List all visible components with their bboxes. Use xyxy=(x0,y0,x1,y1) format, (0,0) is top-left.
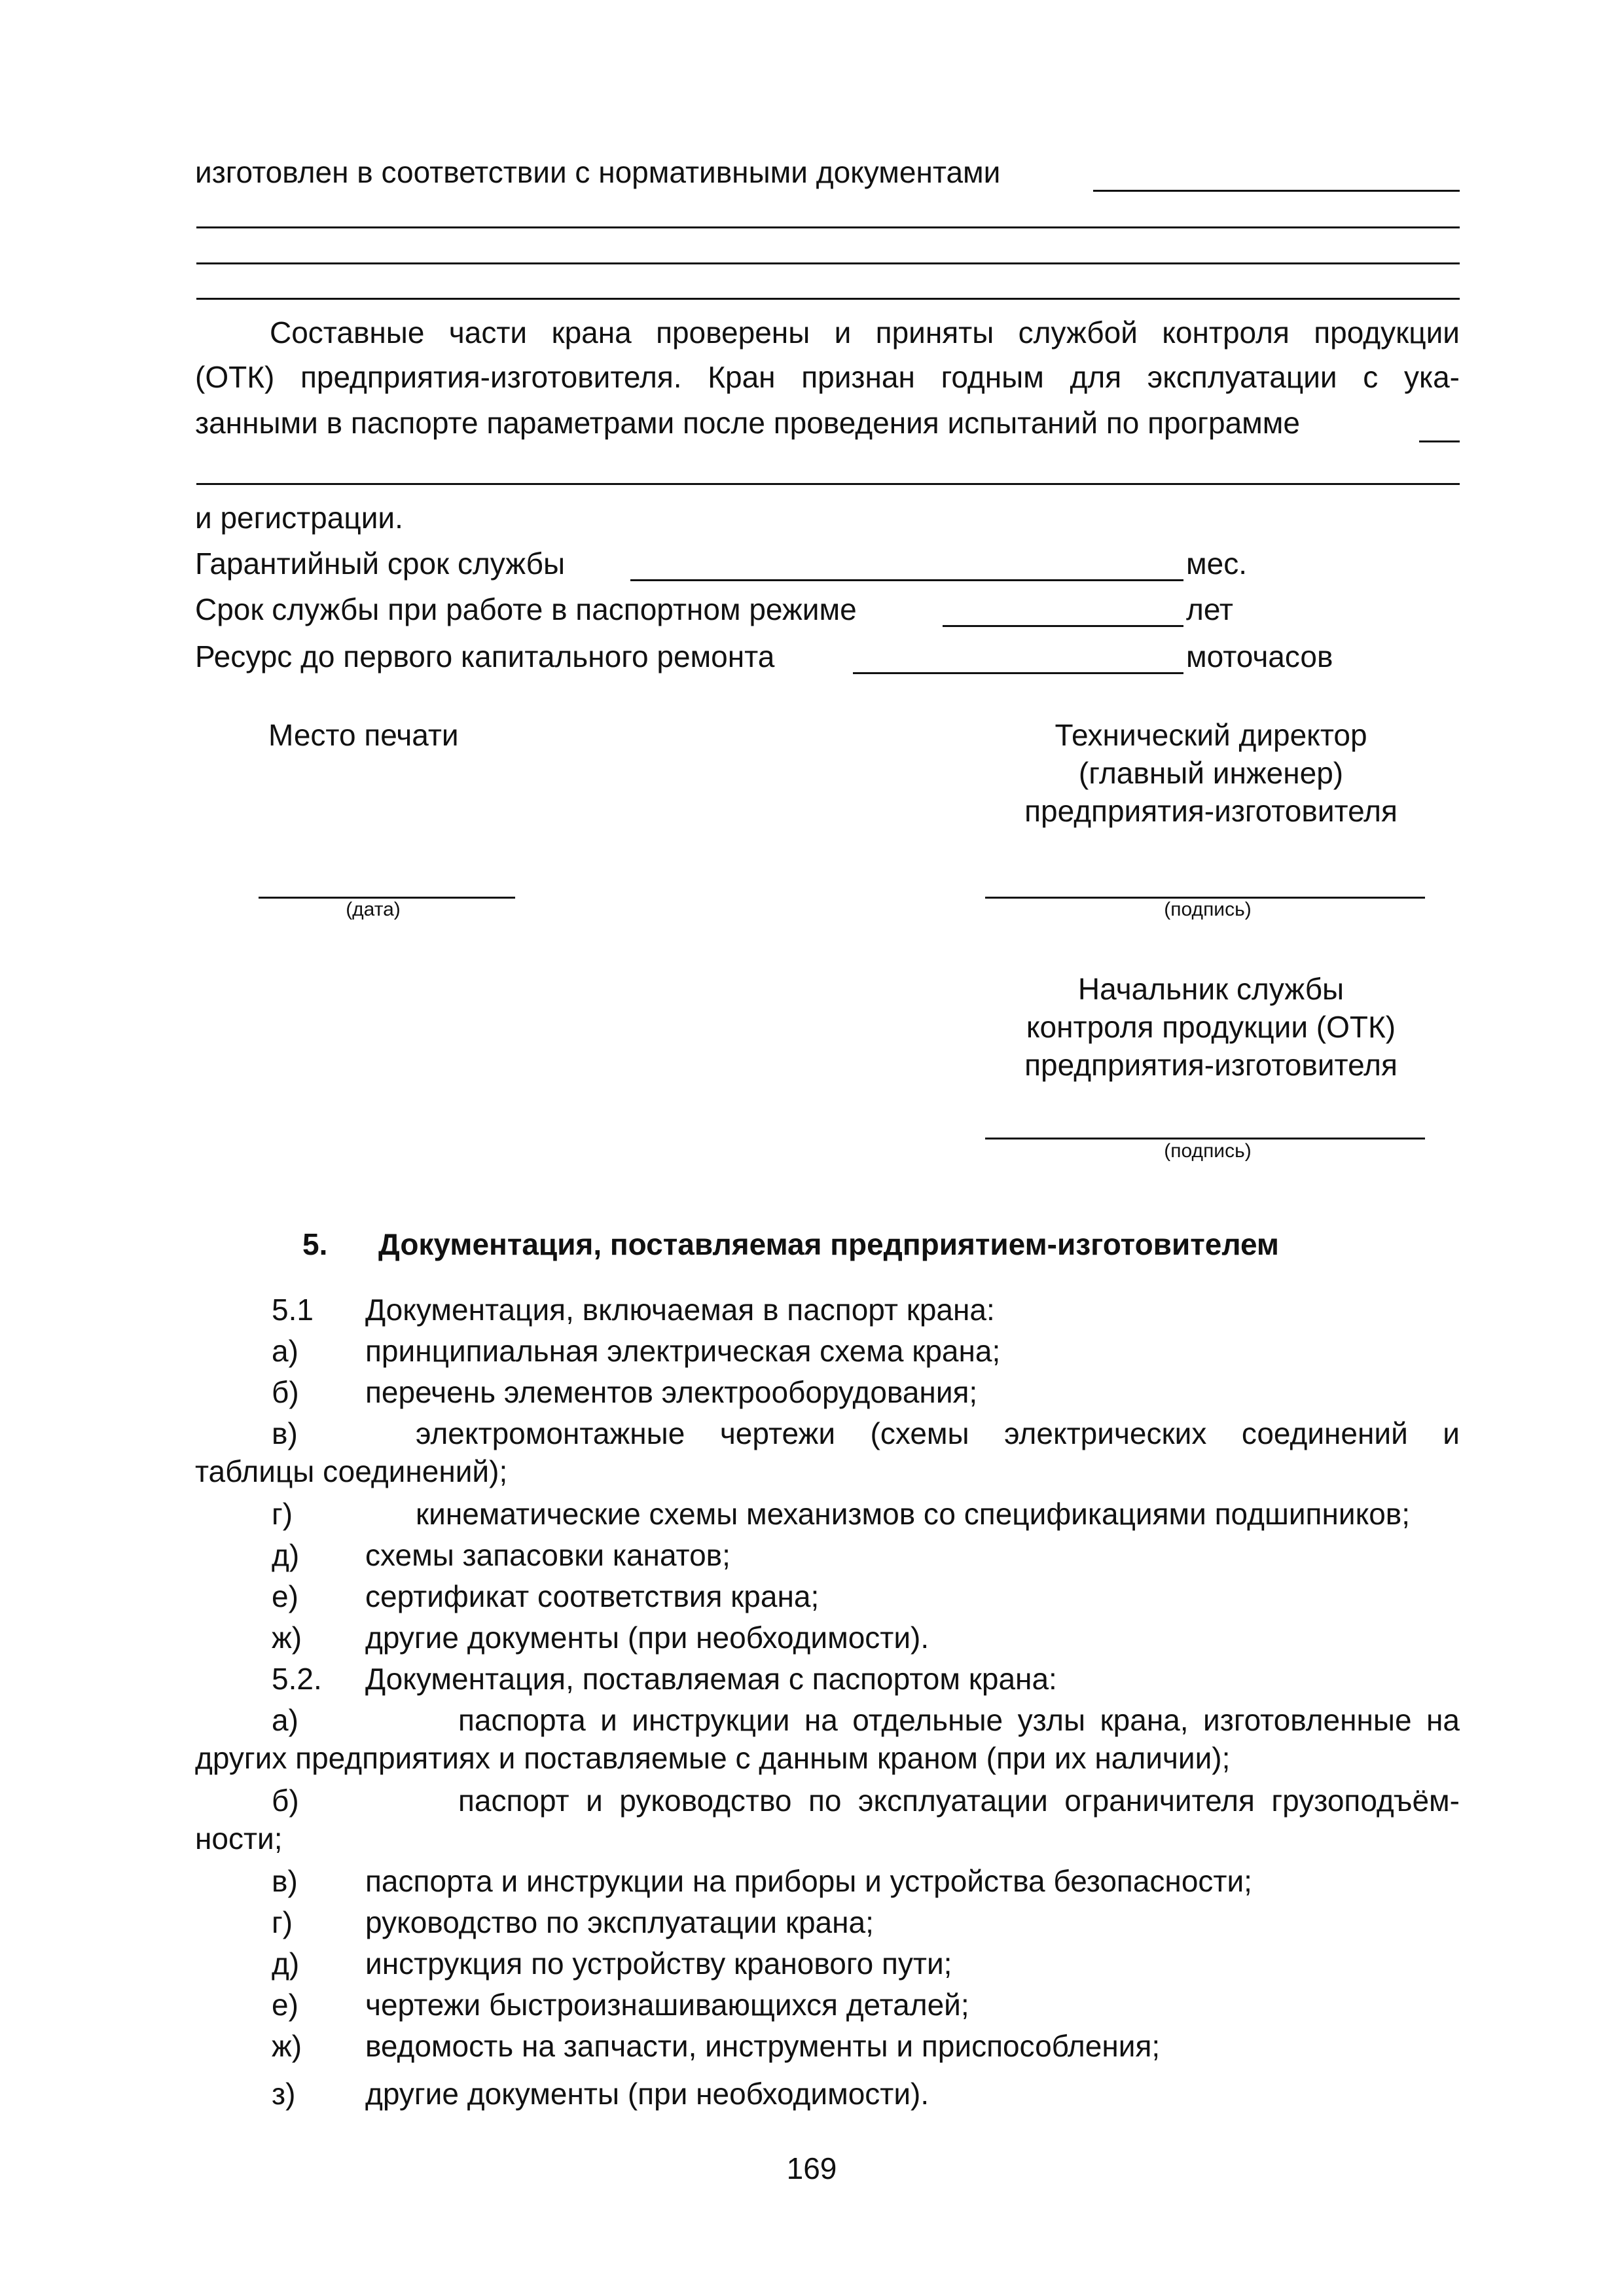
list-marker: д) xyxy=(272,1946,300,1981)
list-item: сертификат соответствия крана; xyxy=(365,1579,820,1613)
warranty-label: Гарантийный срок службы xyxy=(195,547,566,581)
paragraph-line: занными в паспорте параметрами после проведения испытаний по программе xyxy=(195,406,1300,440)
section-number: 5. xyxy=(302,1227,328,1261)
list-item: паспорта и инструкции на приборы и устройства безопасности; xyxy=(365,1864,1252,1898)
list-item: паспорт и руководство по эксплуатации ограничителя грузоподъём- xyxy=(458,1784,1460,1818)
list-item-continuation: ности; xyxy=(195,1821,283,1856)
registration-text: и регистрации. xyxy=(195,501,403,535)
list-marker: е) xyxy=(272,1579,298,1613)
list-marker: б) xyxy=(272,1375,299,1409)
list-item: кинематические схемы механизмов со спецификациями подшипников; xyxy=(416,1497,1411,1531)
list-item: инструкция по устройству кранового пути; xyxy=(365,1946,952,1981)
list-marker: д) xyxy=(272,1538,300,1572)
list-marker: а) xyxy=(272,1703,298,1737)
list-marker: в) xyxy=(272,1416,298,1450)
service-life-label: Срок службы при работе в паспортном режиме xyxy=(195,592,857,626)
list-item: паспорта и инструкции на отдельные узлы крана, изготовленные на xyxy=(458,1703,1460,1737)
blank-line xyxy=(196,483,1460,485)
date-caption: (дата) xyxy=(346,899,401,920)
otk-head-signature-blank xyxy=(985,1138,1425,1139)
list-item: перечень элементов электрооборудования; xyxy=(365,1375,978,1409)
subsection-title: Документация, включаемая в паспорт крана: xyxy=(365,1293,995,1327)
list-marker: з) xyxy=(272,2077,296,2111)
blank-line xyxy=(196,226,1460,228)
list-item: электромонтажные чертежи (схемы электрических соединений и xyxy=(416,1416,1460,1450)
header-line: изготовлен в соответствии с нормативными документами xyxy=(195,155,1001,189)
resource-unit: моточасов xyxy=(1186,639,1333,673)
page-number: 169 xyxy=(786,2151,837,2185)
list-item: другие документы (при необходимости). xyxy=(365,1621,929,1655)
otk-head-signature-caption: (подпись) xyxy=(1164,1140,1252,1162)
resource-blank xyxy=(853,672,1183,674)
blank-line xyxy=(196,298,1460,300)
service-life-blank xyxy=(943,625,1183,627)
tech-director-title: Технический директор xyxy=(1055,718,1367,752)
otk-head-org: предприятия-изготовителя xyxy=(1024,1048,1398,1082)
list-marker: г) xyxy=(272,1497,293,1531)
resource-label: Ресурс до первого капитального ремонта xyxy=(195,639,775,673)
warranty-unit: мес. xyxy=(1186,547,1247,581)
list-item: схемы запасовки канатов; xyxy=(365,1538,731,1572)
list-marker: е) xyxy=(272,1988,298,2022)
blank-line xyxy=(1419,440,1460,442)
list-marker: а) xyxy=(272,1334,298,1368)
list-item-continuation: других предприятиях и поставляемые с данным краном (при их наличии); xyxy=(195,1741,1231,1775)
list-marker: в) xyxy=(272,1864,298,1898)
list-item: руководство по эксплуатации крана; xyxy=(365,1905,874,1939)
tech-director-subtitle: (главный инженер) xyxy=(1078,756,1344,790)
list-item: чертежи быстроизнашивающихся деталей; xyxy=(365,1988,969,2022)
service-life-unit: лет xyxy=(1186,592,1233,626)
otk-head-title: Начальник службы xyxy=(1077,972,1344,1006)
otk-head-subtitle: контроля продукции (ОТК) xyxy=(1026,1010,1396,1044)
warranty-blank xyxy=(630,579,1183,581)
list-item: принципиальная электрическая схема крана; xyxy=(365,1334,1001,1368)
list-item: ведомость на запчасти, инструменты и приспособления; xyxy=(365,2029,1161,2063)
tech-director-org: предприятия-изготовителя xyxy=(1024,794,1398,828)
stamp-place: Место печати xyxy=(268,718,459,752)
paragraph-line: (ОТК) предприятия-изготовителя. Кран признан годным для эксплуатации с ука- xyxy=(195,360,1460,394)
subsection-number: 5.1 xyxy=(272,1293,314,1327)
blank-line xyxy=(196,262,1460,264)
subsection-title: Документация, поставляемая с паспортом крана: xyxy=(365,1662,1057,1696)
blank-line xyxy=(1093,190,1460,192)
list-marker: б) xyxy=(272,1784,299,1818)
list-item: другие документы (при необходимости). xyxy=(365,2077,929,2111)
paragraph-line: Составные части крана проверены и приняты службой контроля продукции xyxy=(270,315,1460,350)
subsection-number: 5.2. xyxy=(272,1662,322,1696)
list-marker: г) xyxy=(272,1905,293,1939)
list-marker: ж) xyxy=(272,1621,302,1655)
list-marker: ж) xyxy=(272,2029,302,2063)
tech-director-signature-caption: (подпись) xyxy=(1164,899,1252,920)
section-title: Документация, поставляемая предприятием-изготовителем xyxy=(378,1227,1279,1261)
list-item-continuation: таблицы соединений); xyxy=(195,1454,508,1488)
